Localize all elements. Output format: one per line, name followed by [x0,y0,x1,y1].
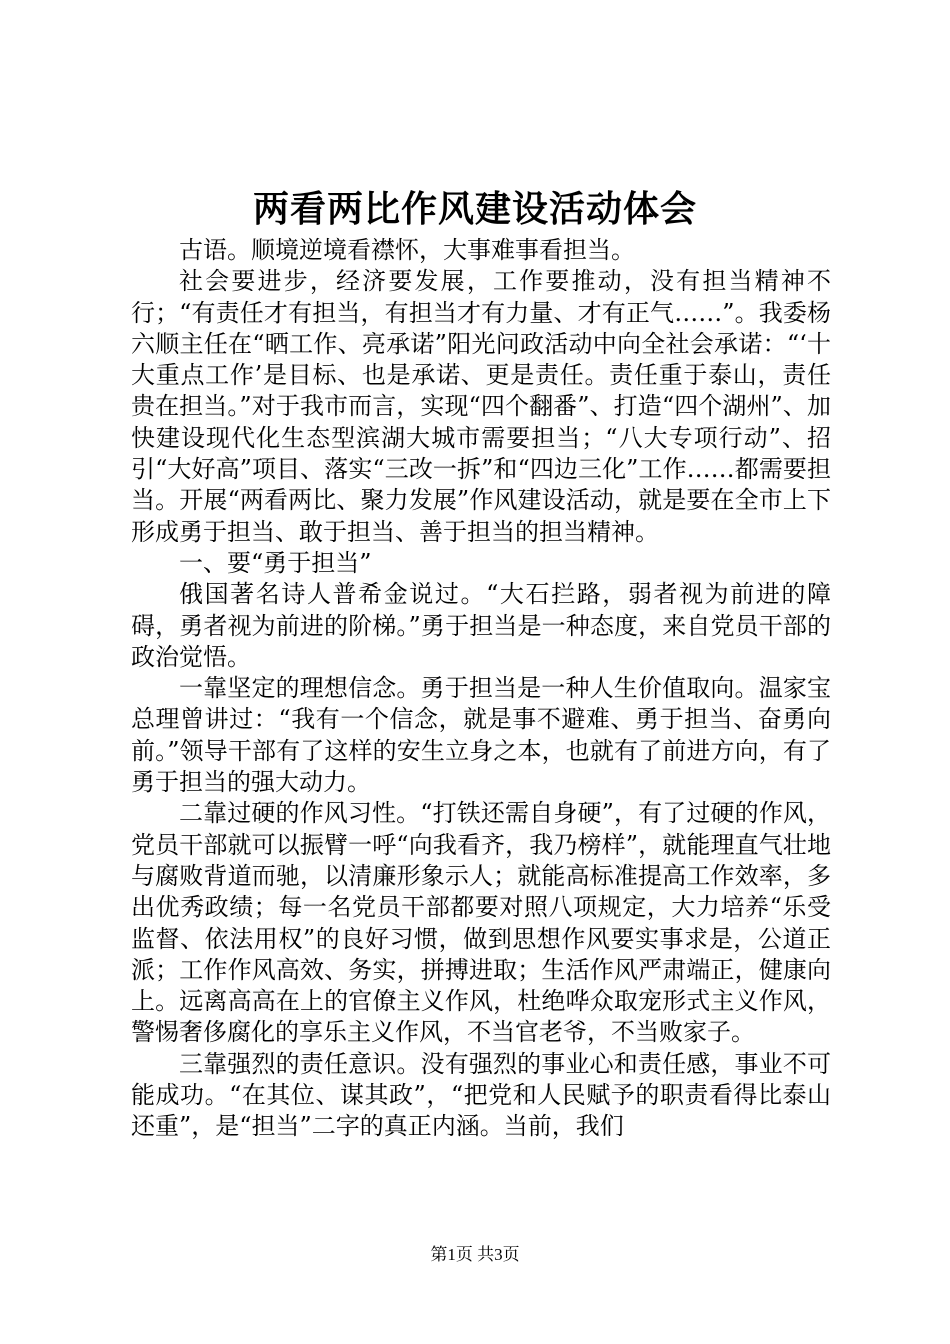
page-footer: 第1页 共3页 [430,1245,520,1264]
section-heading: 一、要“勇于担当” [179,548,372,577]
document-title: 两看两比作风建设活动体会 [252,188,697,230]
paragraph: 古语。顺境逆境看襟怀，大事难事看担当。 [179,236,635,264]
document-body [131,235,831,1143]
paragraph: 一靠坚定的理想信念。勇于担当是一种人生价值取向。温家宝总理曾讲过：“我有一个信念，就是事不避难、勇于担当、奋勇向前。”领导干部有了这样的安生立身之本，也就有了前进方向，有了勇于担当的强大动力。 [131,674,831,797]
paragraph: 俄国著名诗人普希金说过。“大石拦路，弱者视为前进的障碍，勇者视为前进的阶梯。”勇于担当是一种态度，来自党员干部的政治觉悟。 [131,580,831,671]
paragraph: 三靠强烈的责任意识。没有强烈的事业心和责任感，事业不可能成功。“在其位、谋其政”，“把党和人民赋予的职责看得比泰山还重”，是“担当”二字的真正内涵。当前，我们 [131,1049,831,1141]
paragraph: 社会要进步，经济要发展，工作要推动，没有担当精神不行；“有责任才有担当，有担当才有力量、才有正气……”。我委杨六顺主任在“晒工作、亮承诺”阳光问政活动中向全社会承诺：“‘十大重点工作’是目标、也是承诺、更是责任。责任重于泰山，责任贵在担当。”对于我市而言，实现“四个翻番”、打造“四个湖州”、加快建设现代化生态型滨湖大城市需要担当；“八大专项行动”、招引“大好高”项目、落实“三改一拆”和“四边三化”工作……都需要担当。开展“两看两比、聚力发展”作风建设活动，就是要在全市上下形成勇于担当、敢于担当、善于担当的担当精神。 [131,267,831,546]
paragraph: 二靠过硬的作风习性。“打铁还需自身硬”，有了过硬的作风，党员干部就可以振臂一呼“向我看齐，我乃榜样”，就能理直气壮地与腐败背道而驰，以清廉形象示人；就能高标准提高工作效率，多出优秀政绩；每一名党员干部都要对照八项规定，大力培养“乐受监督、依法用权”的良好习惯，做到思想作风要实事求是，公道正派；工作作风高效、务实，拼搏进取；生活作风严肃端正，健康向上。远离高高在上的官僚主义作风，杜绝哗众取宠形式主义作风，警惕奢侈腐化的享乐主义作风，不当官老爷，不当败家子。 [131,799,831,1047]
